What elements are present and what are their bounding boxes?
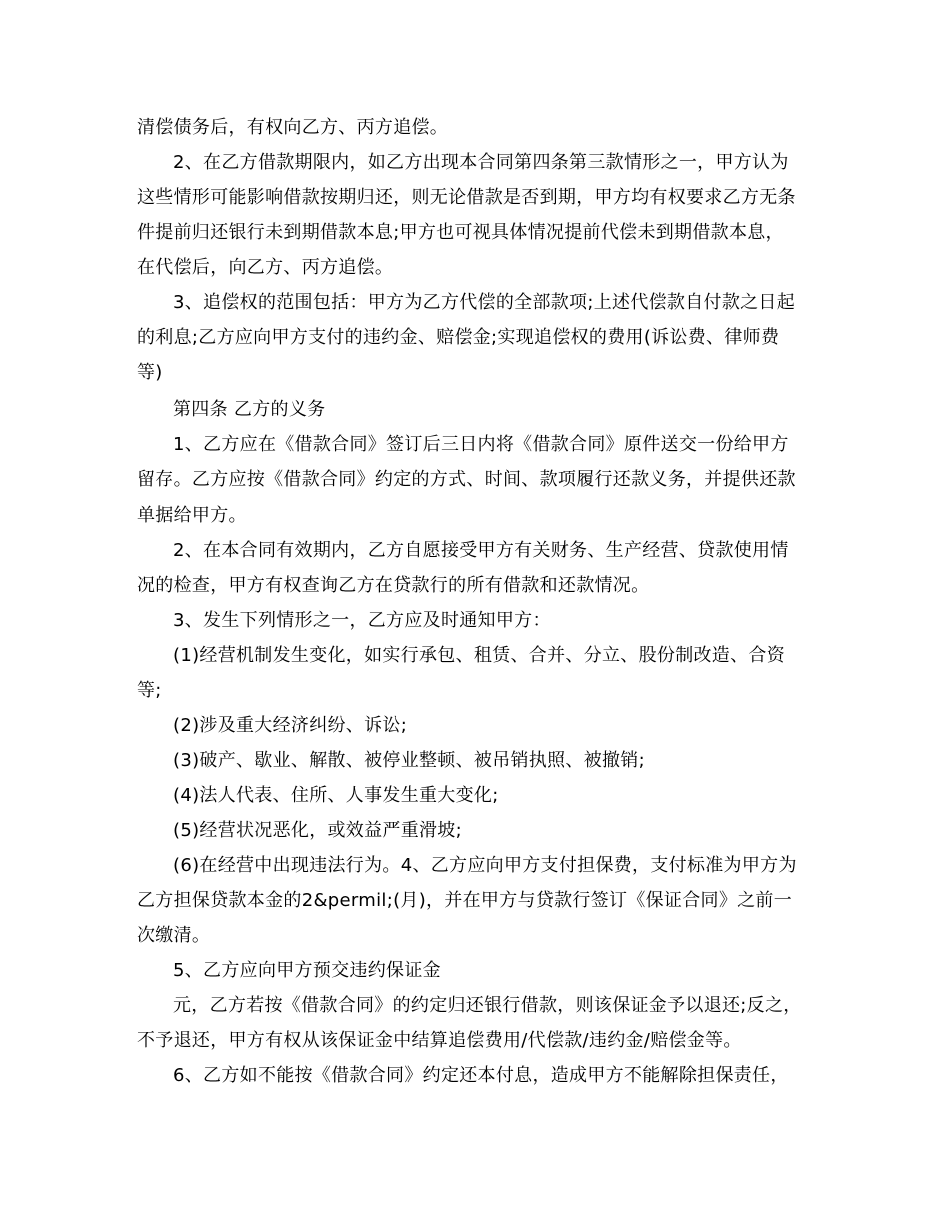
text-line: 等) — [137, 362, 163, 383]
text-line: 等; — [137, 680, 162, 701]
text-line: 清偿债务后，有权向乙方、丙方追偿。 — [137, 117, 449, 138]
text-line: (5)经营状况恶化，或效益严重滑坡; — [173, 820, 462, 841]
text-line: 6、乙方如不能按《借款合同》约定还本付息，造成甲方不能解除担保责任， — [173, 1065, 789, 1086]
text-line: 况的检查，甲方有权查询乙方在贷款行的所有借款和还款情况。 — [137, 575, 650, 596]
text-line: (2)涉及重大经济纠纷、诉讼; — [173, 715, 408, 736]
section-heading: 第四条 乙方的义务 — [173, 399, 326, 420]
text-line: 1、乙方应在《借款合同》签订后三日内将《借款合同》原件送交一份给甲方 — [173, 434, 789, 455]
text-line: 3、追偿权的范围包括：甲方为乙方代偿的全部款项;上述代偿款自付款之日起 — [173, 292, 796, 313]
text-line: 这些情形可能影响借款按期归还，则无论借款是否到期，甲方均有权要求乙方无条 — [137, 187, 796, 208]
text-line: 在代偿后，向乙方、丙方追偿。 — [137, 257, 394, 278]
text-line: 3、发生下列情形之一，乙方应及时通知甲方： — [173, 610, 551, 631]
text-line: 5、乙方应向甲方预交违约保证金 — [173, 960, 441, 981]
text-line: 元，乙方若按《借款合同》的约定归还银行借款，则该保证金予以退还;反之， — [173, 995, 802, 1016]
text-line: 单据给甲方。 — [137, 505, 247, 526]
text-line: 乙方担保贷款本金的2&permil;(月)，并在甲方与贷款行签订《保证合同》之前一 — [137, 890, 793, 911]
text-line: (3)破产、歇业、解散、被停业整顿、被吊销执照、被撤销; — [173, 750, 645, 771]
text-line: 的利息;乙方应向甲方支付的违约金、赔偿金;实现追偿权的费用(诉讼费、律师费 — [137, 327, 780, 348]
text-line: (4)法人代表、住所、人事发生重大变化; — [173, 785, 499, 806]
text-line: 不予退还，甲方有权从该保证金中结算追偿费用/代偿款/违约金/赔偿金等。 — [137, 1030, 742, 1051]
text-line: (6)在经营中出现违法行为。4、乙方应向甲方支付担保费，支付标准为甲方为 — [173, 855, 797, 876]
text-line: (1)经营机制发生变化，如实行承包、租赁、合并、分立、股份制改造、合资 — [173, 645, 785, 666]
text-line: 件提前归还银行未到期借款本息;甲方也可视具体情况提前代偿未到期借款本息， — [137, 222, 784, 243]
text-line: 2、在乙方借款期限内，如乙方出现本合同第四条第三款情形之一，甲方认为 — [173, 152, 789, 173]
text-line: 2、在本合同有效期内，乙方自愿接受甲方有关财务、生产经营、贷款使用情 — [173, 540, 789, 561]
text-line: 次缴清。 — [137, 925, 211, 946]
text-line: 留存。乙方应按《借款合同》约定的方式、时间、款项履行还款义务，并提供还款 — [137, 469, 796, 490]
